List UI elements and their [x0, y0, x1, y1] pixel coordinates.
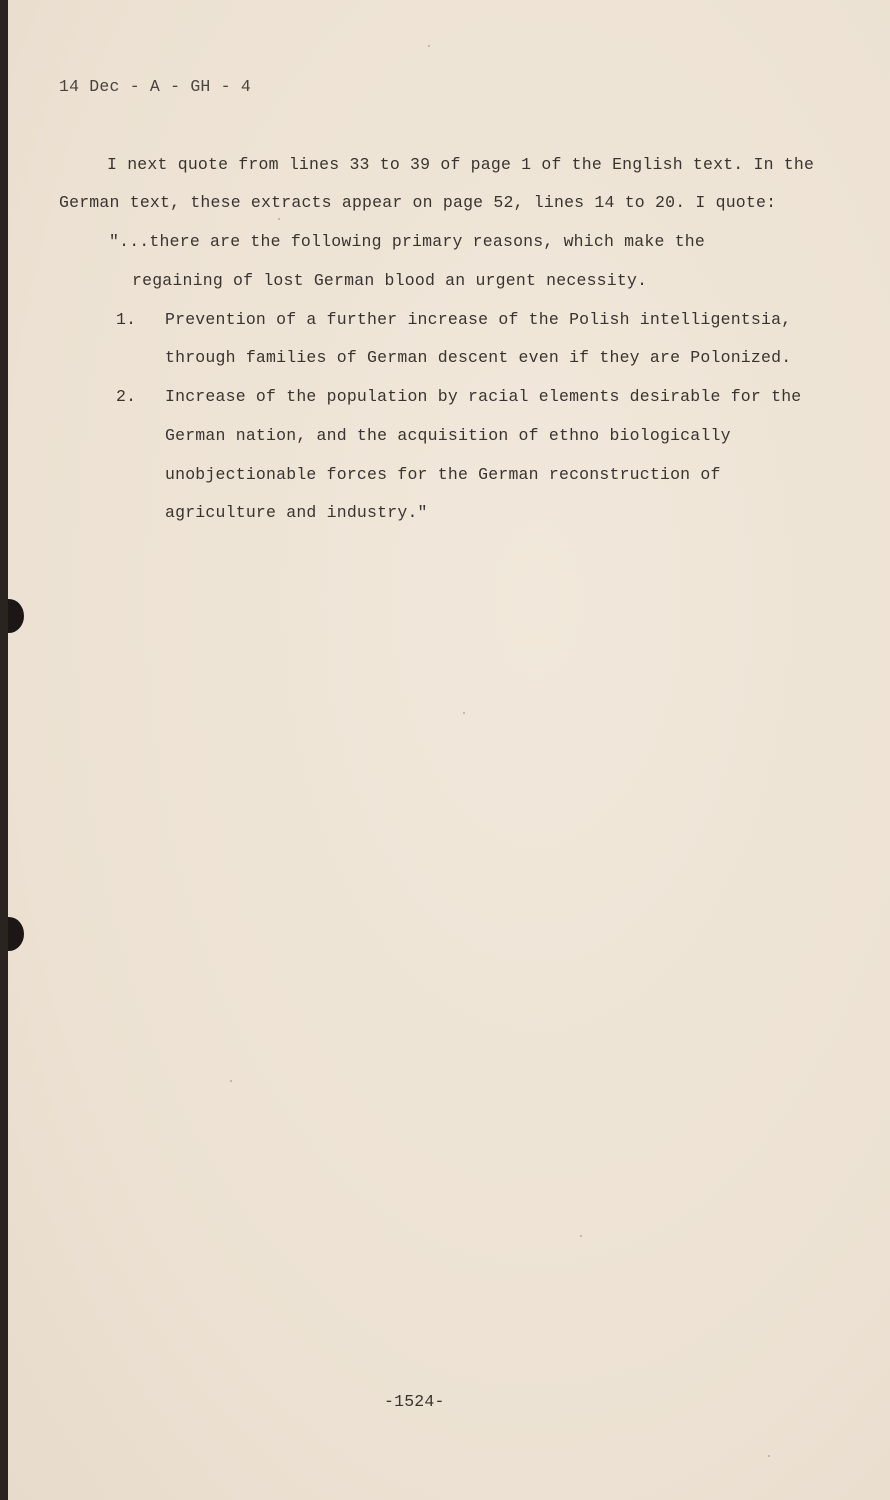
paper-speck	[278, 218, 280, 220]
list-item-line: Prevention of a further increase of the Polish intelligentsia,	[165, 310, 792, 329]
quote-line: "...there are the following primary reasons, which make the	[109, 232, 705, 251]
page-number: -1524-	[384, 1392, 445, 1411]
quote-line: regaining of lost German blood an urgent necessity.	[132, 271, 648, 290]
document-page	[8, 0, 890, 1500]
binder-hole	[8, 917, 24, 951]
paper-speck	[580, 1235, 582, 1237]
list-item-number: 1.	[116, 310, 137, 329]
list-item-number: 2.	[116, 387, 137, 406]
document-header: 14 Dec - A - GH - 4	[59, 77, 251, 96]
list-item-line: through families of German descent even if they are Polonized.	[165, 348, 792, 367]
paragraph-line: German text, these extracts appear on page 52, lines 14 to 20. I quote:	[59, 193, 777, 212]
paper-speck	[768, 1455, 770, 1457]
paragraph-line: I next quote from lines 33 to 39 of page 1 of the English text. In the	[107, 155, 815, 174]
list-item-line: unobjectionable forces for the German reconstruction of	[165, 465, 721, 484]
paper-speck	[428, 45, 430, 47]
binder-hole	[8, 599, 24, 633]
list-item-line: Increase of the population by racial elements desirable for the	[165, 387, 802, 406]
list-item-line: German nation, and the acquisition of ethno biologically	[165, 426, 731, 445]
list-item-line: agriculture and industry."	[165, 503, 428, 522]
paper-speck	[463, 712, 465, 714]
paper-speck	[230, 1080, 232, 1082]
